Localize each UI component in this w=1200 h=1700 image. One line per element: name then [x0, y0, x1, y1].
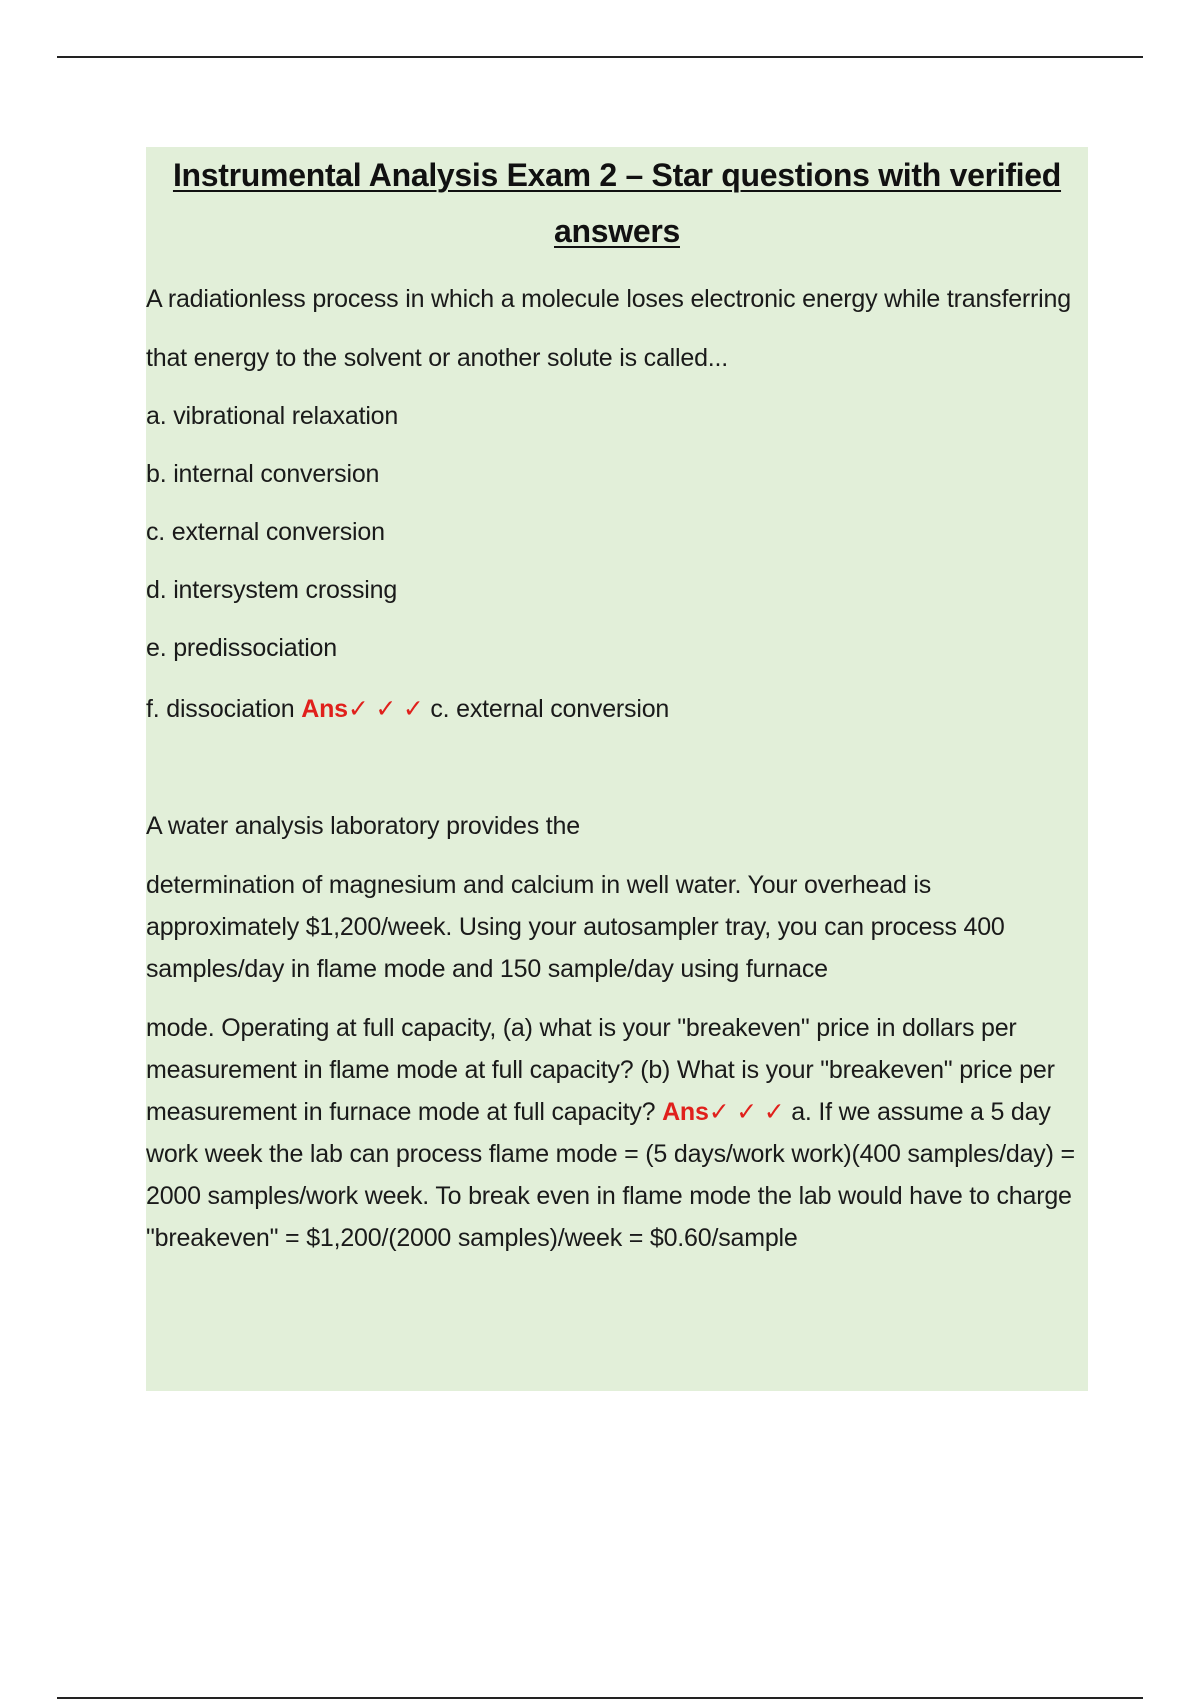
footer-rule	[57, 1697, 1143, 1699]
question-1-option-e: e. predissociation	[146, 634, 337, 662]
document-title: Instrumental Analysis Exam 2 – Star questions with verified answers	[172, 157, 1062, 249]
question-1-stem-2: that energy to the solvent or another solute is called...	[146, 344, 729, 372]
highlighted-content	[146, 147, 1088, 1391]
question-2-answer: a. If we assume a 5 day work week the lab can process flame mode = (5 days/work work)(400 samples/day) = 2000 samples/work week. To break even in flame mode the lab would have to charge "breakeven" = $1,200/(2000 samples)/week = $0.60/sample	[146, 1098, 1075, 1252]
question-2-stem-1: A water analysis laboratory provides the	[146, 812, 580, 840]
question-2-stem-3: mode. Operating at full capacity, (a) what is your "breakeven" price in dollars per measurement in flame mode at full capacity? (b) What is your "breakeven" price per measurement in furnace mode at full capacity?	[146, 1014, 1055, 1126]
question-1-stem-1: A radiationless process in which a molecule loses electronic energy while transferring	[146, 285, 1071, 313]
check-marks-icon: ✓ ✓ ✓	[708, 1098, 785, 1126]
answer-label: Ans	[301, 695, 348, 723]
question-2-stem-2: determination of magnesium and calcium in well water. Your overhead is approximately $1,200/week. Using your autosampler tray, you can process 400 samples/day in flame mode and 150 sample/day using furnace	[146, 871, 1005, 983]
option-f-text: f. dissociation	[146, 695, 295, 723]
question-1-option-f	[146, 688, 1088, 730]
header-rule	[57, 56, 1143, 58]
question-1-option-b: b. internal conversion	[146, 460, 380, 488]
question-1-option-d: d. intersystem crossing	[146, 576, 398, 604]
answer-label: Ans	[662, 1098, 709, 1126]
question-1-option-c: c. external conversion	[146, 518, 385, 546]
check-marks-icon: ✓ ✓ ✓	[347, 695, 424, 723]
question-1-option-a: a. vibrational relaxation	[146, 402, 399, 430]
question-2-stem-3-with-answer	[146, 1007, 1088, 1259]
question-1-answer: c. external conversion	[430, 695, 670, 723]
